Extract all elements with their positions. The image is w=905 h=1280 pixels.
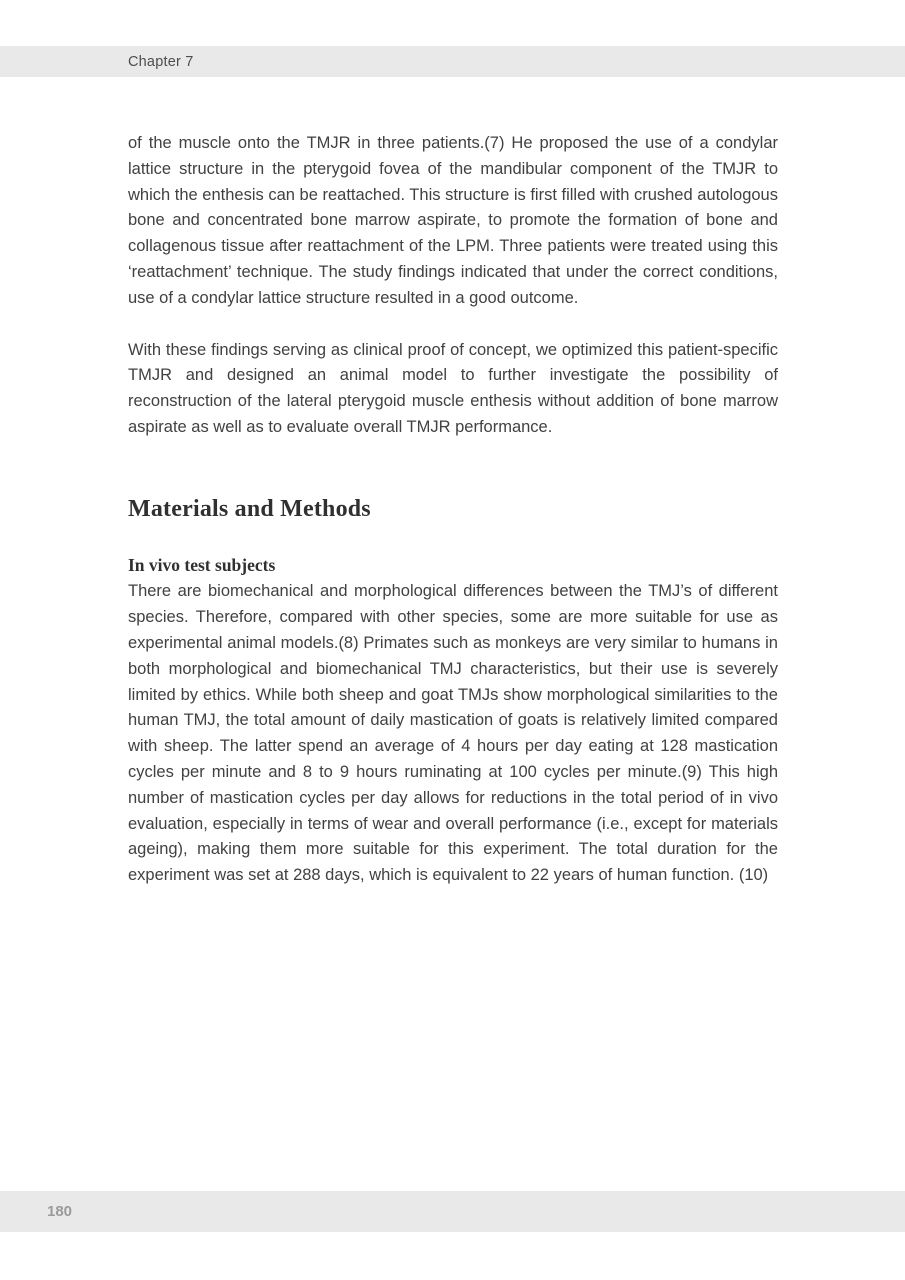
body-paragraph-3: There are biomechanical and morphological differences between the TMJ’s of different species. Therefore, compared with other species, some are more suitable for use as experimental animal models.(8) Primates such as monkeys are very similar to humans in both morphological and biomechanical TMJ characteristics, but their use is severely limited by ethics. While both sheep and goat TMJs show morphological similarities to the human TMJ, the total amount of daily mastication of goats is relatively limited compared with sheep. The latter spend an average of 4 hours per day eating at 128 mastication cycles per minute and 8 to 9 hours ruminating at 100 cycles per minute.(9) This high number of mastication cycles per day allows for reductions in the total period of in vivo evaluation, especially in terms of wear and overall performance (i.e., except for materials ageing), making them more suitable for this experiment. The total duration for the experiment was set at 288 days, which is equivalent to 22 years of human function. (10) [128, 582, 778, 885]
subsection-heading: In vivo test subjects [128, 554, 276, 575]
body-paragraph-1: of the muscle onto the TMJR in three patients.(7) He proposed the use of a condylar lattice structure in the pterygoid fovea of the mandibular component of the TMJR to which the enthesis can be reattached. This structure is first filled with crushed autologous bone and concentrated bone marrow aspirate, to promote the formation of bone and collagenous tissue after reattachment of the LPM. Three patients were treated using this ‘reattachment’ technique. The study findings indicated that under the correct conditions, use of a condylar lattice structure resulted in a good outcome. [128, 134, 778, 307]
body-paragraph-2: With these findings serving as clinical proof of concept, we optimized this patient-specific TMJR and designed an animal model to further investigate the possibility of reconstruction of the lateral pterygoid muscle enthesis without addition of bone marrow aspirate as well as to evaluate overall TMJR performance. [128, 340, 778, 436]
footer-band [0, 1191, 905, 1232]
page-number: 180 [47, 1203, 73, 1220]
section-heading: Materials and Methods [128, 495, 371, 522]
page-content [128, 131, 778, 915]
chapter-label: Chapter 7 [128, 53, 194, 70]
header-band [0, 46, 905, 77]
